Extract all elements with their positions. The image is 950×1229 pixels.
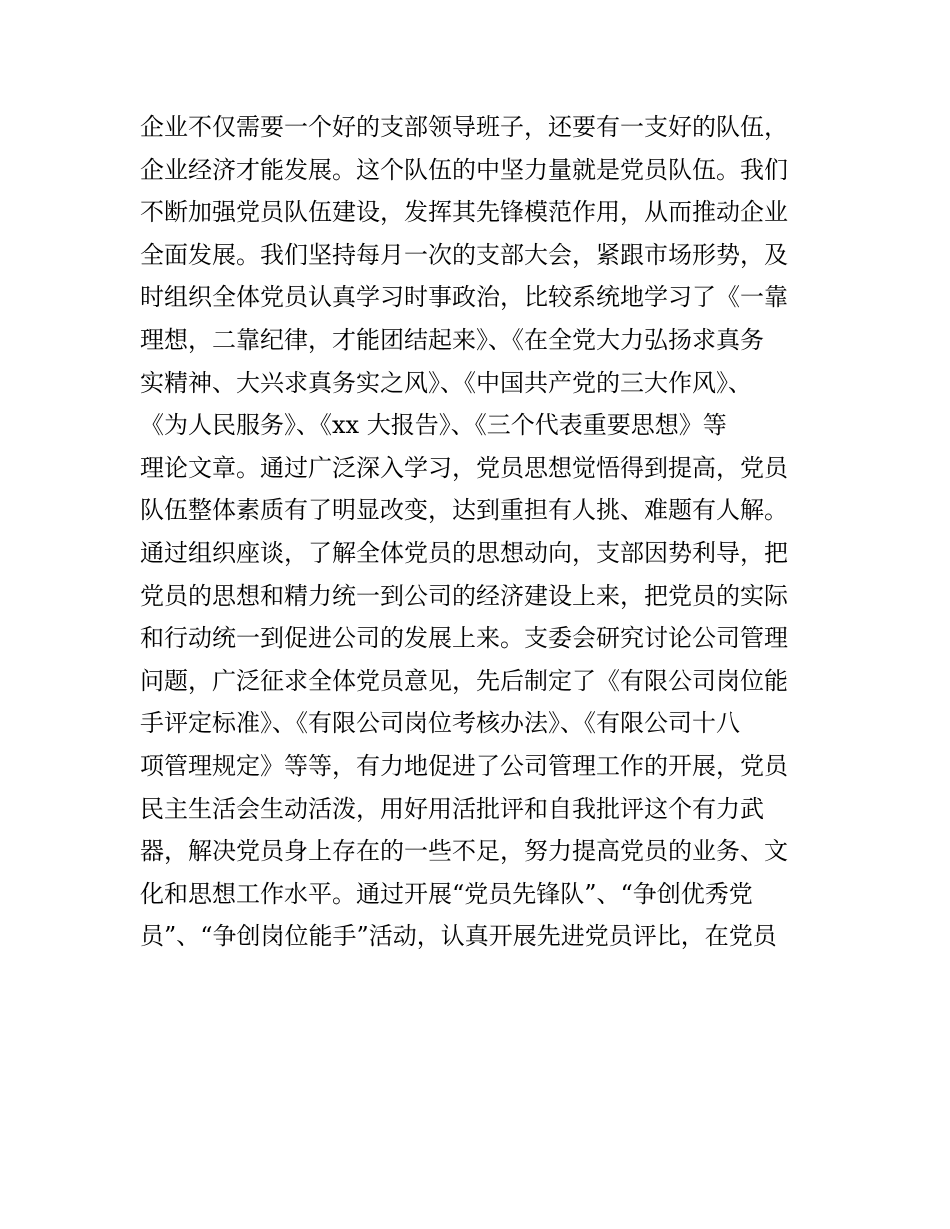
text-line: 项管理规定》等等，有力地促进了公司管理工作的开展，党员 (140, 751, 788, 780)
text-line: 时组织全体党员认真学习时事政治，比较系统地学习了《一靠 (140, 283, 788, 312)
text-line: 党员的思想和精力统一到公司的经济建设上来，把党员的实际 (140, 581, 788, 610)
text-line: 理论文章。通过广泛深入学习，党员思想觉悟得到提高，党员 (140, 453, 788, 482)
text-line: 通过组织座谈，了解全体党员的思想动向，支部因势利导，把 (140, 538, 788, 567)
text-line: 化和思想工作水平。通过开展“党员先锋队”、“争创优秀党 (140, 879, 753, 908)
text-line: 队伍整体素质有了明显改变，达到重担有人挑、难题有人解。 (140, 496, 788, 525)
text-line: 和行动统一到促进公司的发展上来。支委会研究讨论公司管理 (140, 624, 788, 653)
text-line: 理想，二靠纪律，才能团结起来》、《在全党大力弘扬求真务 (140, 325, 764, 354)
text-line: 不断加强党员队伍建设，发挥其先锋模范作用，从而推动企业 (140, 198, 788, 227)
body-paragraph (140, 106, 830, 958)
text-line: 器，解决党员身上存在的一些不足，努力提高党员的业务、文 (140, 837, 788, 866)
text-line: 手评定标准》、《有限公司岗位考核办法》、《有限公司十八 (140, 709, 740, 738)
text-line: 问题，广泛征求全体党员意见，先后制定了《有限公司岗位能 (140, 666, 788, 695)
text-line: 《为人民服务》、《xx 大报告》、《三个代表重要思想》等 (140, 411, 727, 440)
text-line: 企业经济才能发展。这个队伍的中坚力量就是党员队伍。我们 (140, 155, 788, 184)
text-line: 企业不仅需要一个好的支部领导班子，还要有一支好的队伍， (140, 113, 788, 141)
text-line: 员”、“争创岗位能手”活动，认真开展先进党员评比，在党员 (140, 922, 777, 951)
text-line: 民主生活会生动活泼，用好用活批评和自我批评这个有力武 (140, 794, 764, 823)
text-line: 全面发展。我们坚持每月一次的支部大会，紧跟市场形势，及 (140, 240, 788, 269)
text-line: 实精神、大兴求真务实之风》、《中国共产党的三大作风》、 (140, 368, 752, 397)
